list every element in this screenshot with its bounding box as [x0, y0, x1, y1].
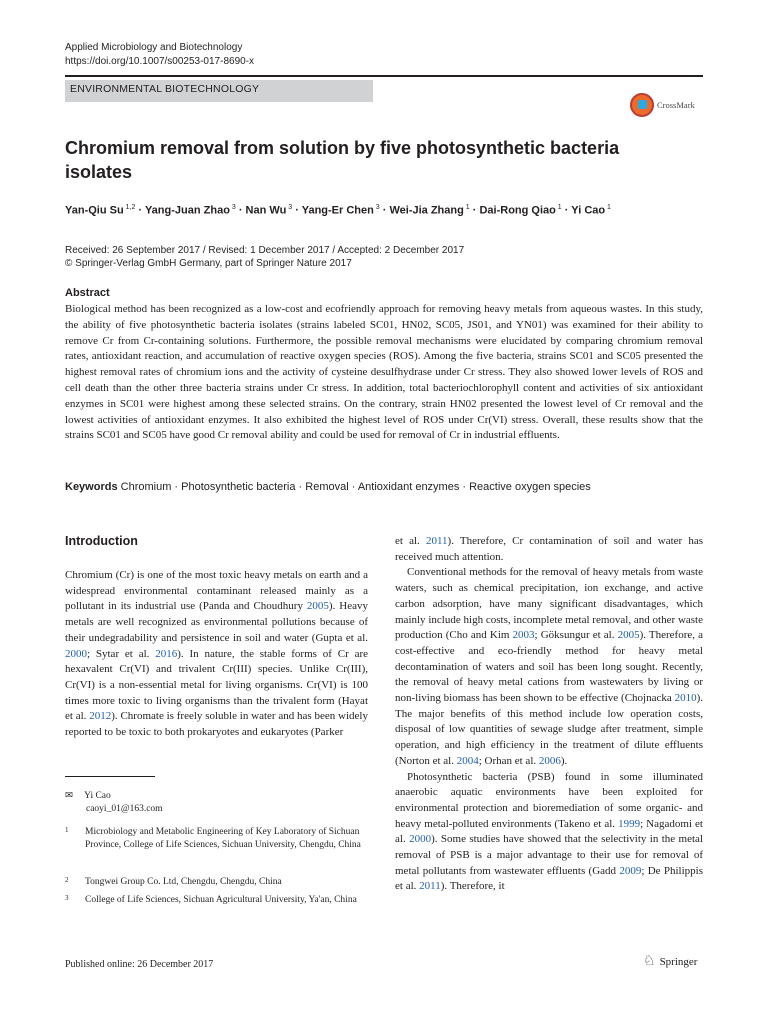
intro-column-left	[65, 568, 368, 741]
author-name[interactable]: Nan Wu	[245, 204, 287, 217]
contact-email[interactable]: caoyi_01@163.com	[86, 804, 163, 814]
citation-link[interactable]: 2000	[65, 647, 87, 660]
citation-link[interactable]: 2012	[89, 710, 112, 723]
footnote-rule	[65, 776, 155, 777]
paragraph-text: Photosynthetic bacteria (PSB) found in some illuminated anaerobic aquatic environments have been exploited for environmental protection and bioremediation of some organic- and heavy metal-polluted environments (Takeno et al.	[395, 770, 703, 830]
author-affiliation: 3	[373, 204, 380, 211]
journal-header	[65, 41, 254, 69]
keywords-list: Chromium · Photosynthetic bacteria · Removal · Antioxidant enzymes · Reactive oxygen species	[120, 481, 591, 493]
citation-link[interactable]: 2004	[456, 754, 479, 767]
history-dates: Received: 26 September 2017 / Revised: 1 December 2017 / Accepted: 2 December 2017	[65, 245, 465, 256]
author-separator: ·	[469, 204, 480, 217]
section-band	[65, 80, 373, 102]
author-affiliation: 1	[605, 204, 611, 211]
abstract-text: Biological method has been recognized as a low-cost and ecofriendly approach for removing heavy metals from aqueous wastes. In this study, the ability of five photosynthetic bacteria isolates (strains labeled SC01, HN02, SC05, JS01, and YN01) was examined for their ability to remove Cr from Cr-containing solutions. Furthermore, the possible removal mechanisms were elucidated by comparing chromium removal rates, antioxidant reaction, and accumulation of reactive oxygen species (ROS). Among the five bacteria, strains SC01 and SC05 presented the highest removal rates of chromium ions and the activity of cysteine desulfhydrase under Cr stress. They also showed lower levels of ROS and cell death than the other three bacteria strains under Cr stress. In addition, total bacteriochlorophyll content and activities of six antioxidant enzymes in SC01 were highest among these selected strains. On the contrary, strain HN02 presented the lowest level of Cr removal and the lowest activities of antioxidant enzymes. It also exhibited the highest level of ROS under Cr(VI) stress. Overall, these results show that the strains SC01 and SC05 have good Cr removal ability and could be used for removal of Cr in industrial effluents.	[65, 303, 703, 442]
paragraph-text: et al.	[395, 535, 426, 547]
affiliation-text: Microbiology and Metabolic Engineering of Key Laboratory of Sichuan Province, College of Life Sciences, Sichuan University, Chengdu, China	[85, 827, 361, 850]
article-dates	[65, 244, 464, 270]
author-name[interactable]: Yan-Qiu Su	[65, 204, 124, 217]
crossmark-label: CrossMark	[657, 100, 695, 110]
contact-name: Yi Cao	[84, 791, 111, 801]
journal-name: Applied Microbiology and Biotechnology	[65, 42, 243, 53]
affiliation-item	[65, 826, 365, 851]
citation-link[interactable]: 2005	[306, 600, 329, 613]
author-name[interactable]: Wei-Jia Zhang	[389, 204, 464, 217]
article-title: Chromium removal from solution by five photosynthetic bacteria isolates	[65, 138, 620, 182]
paragraph-text: ). Therefore, Cr contamination of soil and water has received much attention.	[395, 535, 703, 563]
author-name[interactable]: Yang-Juan Zhao	[144, 204, 230, 217]
paragraph-text: ; Sytar et al.	[87, 647, 156, 660]
introduction-heading: Introduction	[65, 534, 138, 548]
paragraph-text: ). The major benefits of this method include low operation costs, disposal of low quantities of sewage sludge after treatment, simple operation, and high efficiency in the treatment of dilute effluents (Norton et al.	[395, 692, 703, 767]
doi-link[interactable]: https://doi.org/10.1007/s00253-017-8690-x	[65, 56, 255, 67]
intro-column-right	[395, 534, 703, 895]
crossmark-icon	[630, 93, 654, 117]
keywords	[65, 481, 703, 493]
citation-link[interactable]: 2006	[538, 754, 561, 767]
citation-link[interactable]: 2009	[619, 864, 642, 877]
author-affiliation: 3	[286, 204, 293, 211]
springer-horse-icon: ♘	[643, 954, 656, 969]
published-date: Published online: 26 December 2017	[65, 959, 214, 970]
affiliation-number: 1	[65, 826, 69, 834]
citation-link[interactable]: 1999	[618, 817, 641, 830]
citation-link[interactable]: 2003	[512, 629, 535, 642]
affiliation-number: 2	[65, 876, 69, 884]
author-affiliation: 1	[463, 204, 470, 211]
affiliation-number: 3	[65, 894, 69, 902]
author-name[interactable]: Dai-Rong Qiao	[479, 204, 556, 217]
intro-paragraph	[395, 770, 703, 896]
intro-paragraph	[395, 565, 703, 769]
affiliation-text: College of Life Sciences, Sichuan Agricultural University, Ya'an, China	[85, 895, 357, 905]
copyright: © Springer-Verlag GmbH Germany, part of Springer Nature 2017	[65, 258, 352, 269]
author-name[interactable]: Yang-Er Chen	[301, 204, 374, 217]
author-affiliation: 3	[229, 204, 236, 211]
keywords-label: Keywords	[65, 481, 118, 493]
paragraph-text: ). Therefore, it	[440, 880, 505, 893]
citation-link[interactable]: 2005	[617, 629, 640, 642]
citation-link[interactable]: 2010	[674, 692, 697, 705]
publisher-logo	[643, 953, 697, 970]
paragraph-text: ; Göksungur et al.	[534, 629, 618, 642]
paragraph-text: ). Some studies have showed that the selectivity in the metal removal of PSB is a major advantage to their use for removal of metal pollutants from wastewater effluents (Gadd	[395, 833, 703, 877]
envelope-icon: ✉	[65, 791, 73, 801]
abstract-heading: Abstract	[65, 287, 110, 299]
affiliation-item	[65, 894, 365, 907]
author-affiliation: 1,2	[123, 204, 136, 211]
paragraph-text: ). Chromate is freely soluble in water and has been widely reported to be toxic to both prokaryotes and eukaryotes (Parker	[65, 710, 368, 739]
intro-paragraph	[65, 568, 368, 741]
author-name[interactable]: Yi Cao	[571, 204, 606, 217]
author-affiliation: 1	[555, 204, 562, 211]
paragraph-text: ). Heavy metals are well recognized as environmental pollutions because of their undegradability and persistence in soil and water (Gupta et al.	[65, 600, 368, 644]
author-separator: ·	[292, 204, 302, 217]
author-separator: ·	[561, 204, 572, 217]
section-label: ENVIRONMENTAL BIOTECHNOLOGY	[70, 83, 260, 95]
citation-link[interactable]: 2011	[419, 880, 441, 893]
paragraph-text: ; Nagadomi et al.	[395, 817, 703, 846]
header-rule	[65, 75, 703, 77]
citation-link[interactable]: 2011	[425, 535, 448, 547]
paragraph-text: ; De Philippis et al.	[395, 864, 703, 893]
author-separator: ·	[235, 204, 246, 217]
paragraph-text: ). Therefore, a cost-effective and eco-friendly method for heavy metal decontamination of waters and soil has been long sought. Recently, the removal of heavy metal cations from wastewaters by living or non-living biomass has been shown to be effective (Chojnacka	[395, 629, 703, 705]
paragraph-text: Chromium (Cr) is one of the most toxic heavy metals on earth and a widespread environmental contaminant released mainly as a pollutant in its industrial use (Panda and Choudhury	[65, 569, 368, 613]
paragraph-text: ). In nature, the stable forms of Cr are hexavalent Cr(VI) and trivalent Cr(III) species. Unlike Cr(III), Cr(VI) is a non-essential metal for living organisms. Cr(VI) is 100 times more toxic to living organisms than the trivalent form (Hayat et al.	[65, 647, 368, 723]
publisher-name: Springer	[659, 955, 698, 968]
affiliation-text: Tongwei Group Co. Ltd, Chengdu, Chengdu, China	[85, 877, 282, 887]
affiliation-item	[65, 876, 365, 889]
author-separator: ·	[379, 204, 390, 217]
intro-paragraph	[395, 534, 703, 565]
paragraph-text: Conventional methods for the removal of heavy metals from waste waters, such as chemical precipitation, ion exchange, and active carbon adsorption, have many significant disadvantages, which mainly include high costs, incomplete metal removal, and other waste production (Cho and Kim	[395, 566, 703, 642]
corresponding-author	[65, 790, 163, 816]
author-separator: ·	[135, 204, 145, 217]
paragraph-text: ).	[560, 754, 568, 767]
author-list	[65, 204, 715, 217]
citation-link[interactable]: 2016	[155, 647, 178, 660]
citation-link[interactable]: 2000	[409, 833, 432, 846]
crossmark-badge[interactable]	[630, 93, 695, 117]
paragraph-text: ; Orhan et al.	[478, 754, 539, 767]
